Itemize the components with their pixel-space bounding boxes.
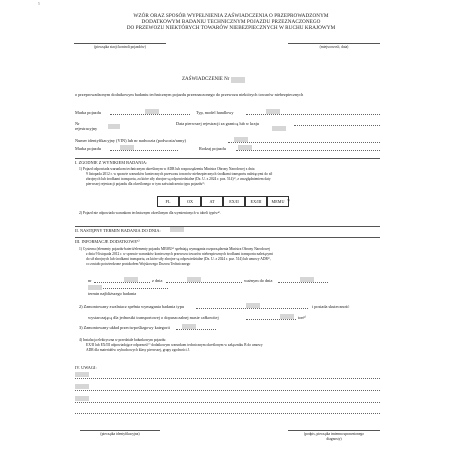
id-stamp-line (80, 430, 160, 431)
remarks-line-4 (75, 413, 380, 414)
reg-nr-label: Nr (75, 121, 80, 126)
protocol-nr-dots (94, 282, 150, 283)
make-field[interactable] (145, 109, 159, 114)
reg-number-field[interactable] (108, 124, 120, 129)
next-test-label: termin najbliższego badania (88, 291, 137, 296)
abs-category-field[interactable] (182, 324, 196, 329)
section3-item4-line3: ADR dla materiałów wybuchowych klasy pierwszej, grupy zgodności J. (86, 348, 190, 352)
section1-item1-line1: 1) Pojazd odpowiada warunkom technicznym określonym w ADR lub rozporządzeniu Ministra Obrony Narodowej z dnia (79, 167, 255, 171)
section4-heading: IV. UWAGI: (75, 365, 97, 370)
signature-caption-1: (podpis, pieczątka imienna uprawnionego (303, 432, 365, 436)
section3-item4-line1: 4) Instalacja elektryczna w przedziale ładunkowym pojazdu: (79, 338, 167, 342)
section1-rule (75, 158, 380, 159)
remarks-field-3[interactable] (75, 396, 89, 401)
make-label: Marka pojazdu (75, 110, 101, 115)
first-reg-field[interactable] (272, 126, 286, 131)
mass-field[interactable] (280, 314, 294, 319)
type-model-label: Typ, model handlowy (196, 110, 234, 115)
type-model-dots (246, 114, 380, 115)
signature-caption-2: diagnosty) (326, 437, 342, 441)
section3-item4-line2: EX/II lub EX/III odpowiadające odporność⁷⁾ dodatkowym warunkom technicznym określonym w załączniku B do umowy (86, 343, 263, 347)
protocol-date-field[interactable] (187, 277, 201, 282)
page-number: 5 (38, 2, 40, 6)
vehicle-kind-field[interactable] (238, 145, 252, 150)
section3-item1-line2: z dnia 9 listopada 2012 r. w sprawie warunków koniecznych przewozu towarów niebezpiecznych środkami transportu należącymi (86, 252, 274, 256)
section2-rule (75, 226, 380, 227)
stamp-caption: (pieczątka stacji kontroli pojazdów) (94, 45, 146, 49)
remarks-line-3 (75, 402, 380, 403)
remarks-field-2[interactable] (75, 384, 89, 389)
section3-item2-c: wystarczającą dla jednostki transportowej o dopuszczalnej masie całkowitej (88, 315, 219, 320)
type-cell-ox: OX (179, 196, 201, 207)
make-label-2: Marka pojazdu (75, 146, 101, 151)
protocol-nr-label: nr (88, 278, 92, 283)
make2-dots (110, 150, 178, 151)
protocol-date-dots (166, 282, 242, 283)
signature-line (288, 430, 380, 431)
reg-label: rejestracyjny (75, 126, 98, 131)
id-stamp-caption: (pieczątka identyfikacyjna) (100, 432, 140, 436)
valid-until-field[interactable] (300, 277, 314, 282)
section3-item1-line1: 1) Cysterna (elementy pojazdu-baterii/elementy pojazdu MEMU⁴⁾ spełniają wymagania rozporządzenia Ministra Obrony Narodowej (79, 247, 271, 251)
section3-item3: 3) Zamontowany układ przeciwpoślizgowy kategorii (79, 325, 170, 330)
vin-dots (228, 142, 380, 143)
next-test-date-field[interactable] (170, 227, 184, 232)
section3-item2-a: 2) Zamontowany zwalniacz spełnia wymagania badania typu (79, 304, 184, 309)
certificate-label: ZAŚWIADCZENIE Nr (182, 77, 230, 82)
type-cell-ex2: EX/II (223, 196, 245, 207)
protocol-date-label: z dnia (152, 278, 163, 283)
retarder-type-dots (196, 308, 308, 309)
remarks-line-2 (75, 390, 380, 391)
vin-label: Numer identyfikacyjny (VIN) lub nr nadwozia (podwozia/ramy) (75, 138, 186, 143)
section3-item2-b: i posiada skuteczność (312, 304, 350, 309)
section1-item1-line2: 9 listopada 2012 r. w sprawie warunków koniecznych przewozu towarów niebezpiecznych środkami transportu należącymi do sił (86, 172, 273, 176)
remarks-line-1 (75, 378, 380, 379)
valid-until-label: ważnym do dnia (244, 278, 273, 283)
section3-heading: III. INFORMACJE DODATKOWE⁵⁾ (75, 239, 140, 244)
first-reg-label: Data pierwszej rejestracji za granicą lub w kraju (176, 121, 259, 126)
remarks-field-1[interactable] (75, 372, 89, 377)
make-dots (110, 114, 190, 115)
vin-field[interactable] (234, 137, 248, 142)
valid-until-dots (278, 282, 328, 283)
intro-text: o przeprowadzonym dodatkowym badaniu technicznym pojazdu przeznaczonego do przewozu niektórych towarów niebezpiecznych (75, 92, 304, 97)
stamp-line (74, 43, 166, 44)
vehicle-kind-dots (236, 150, 380, 151)
retarder-type-field[interactable] (246, 303, 260, 308)
section3-rule (75, 237, 380, 238)
section3-item1-line3: do sił zbrojnych lub środkami transportu, za które siły zbrojne są odpowiedzialne (Dz. U. z 2024 r. poz. 514) lub umowy ADR⁵⁾, (86, 257, 271, 261)
section3-item1-line4: co zostało potwierdzone protokołem Wojskowego Dozoru Technicznego (86, 262, 191, 266)
title-line-2: DODATKOWYM BADANIU TECHNICZNYM POJAZDU PRZEZNACZONEGO (141, 19, 321, 25)
place-date-caption: (miejscowość, data) (319, 45, 349, 49)
type-model-field[interactable] (266, 109, 280, 114)
abs-category-dots (176, 329, 216, 330)
make-field-2[interactable] (120, 145, 134, 150)
title-line-3: DO PRZEWOZU NIEKTÓRYCH TOWARÓW NIEBEZPIECZNYCH W RUCHU KRAJOWYM (126, 25, 336, 31)
title-line-1: WZÓR ORAZ SPOSÓB WYPEŁNIENIA ZAŚWIADCZENIA O PRZEPROWADZONYM (133, 13, 329, 19)
section1-item1-line3: zbrojnych lub środkami transportu, za które siły zbrojne są odpowiedzialne (Dz. U. z 2024 r. poz. 514)¹⁾, z uwzględnieniem daty (86, 177, 271, 181)
type-cell-fl: FL (157, 196, 179, 207)
first-reg-dots (294, 125, 380, 126)
type-cell-memu: MEMU (267, 196, 289, 207)
type-cell-at: AT (201, 196, 223, 207)
vehicle-kind-label: Rodzaj pojazdu (199, 146, 226, 151)
mass-unit: ton⁶⁾ (298, 315, 307, 320)
place-date-line (288, 43, 380, 44)
section1-item2: 2) Pojazd nie odpowiada warunkom technicznym określonym dla wymienionych w tabeli typów⁴⁾. (79, 211, 221, 215)
protocol-nr-field[interactable] (124, 277, 138, 282)
section2-heading: II. NASTĘPNY TERMIN BADANIA DO DNIA: (75, 228, 161, 233)
section1-item1-line4: pierwszej rejestracji pojazdu dla określonego w tym zaświadczeniu typu pojazdu²⁾: (86, 182, 206, 186)
certificate-number-field[interactable] (231, 77, 245, 83)
section1-heading: I. ZGODNIE Z WYNIKIEM BADANIA: (75, 160, 148, 165)
next-test-field[interactable] (88, 285, 102, 290)
type-cell-ex3: EX/III (245, 196, 267, 207)
types-footnote: 3) (287, 198, 290, 202)
mass-dots (246, 319, 296, 320)
